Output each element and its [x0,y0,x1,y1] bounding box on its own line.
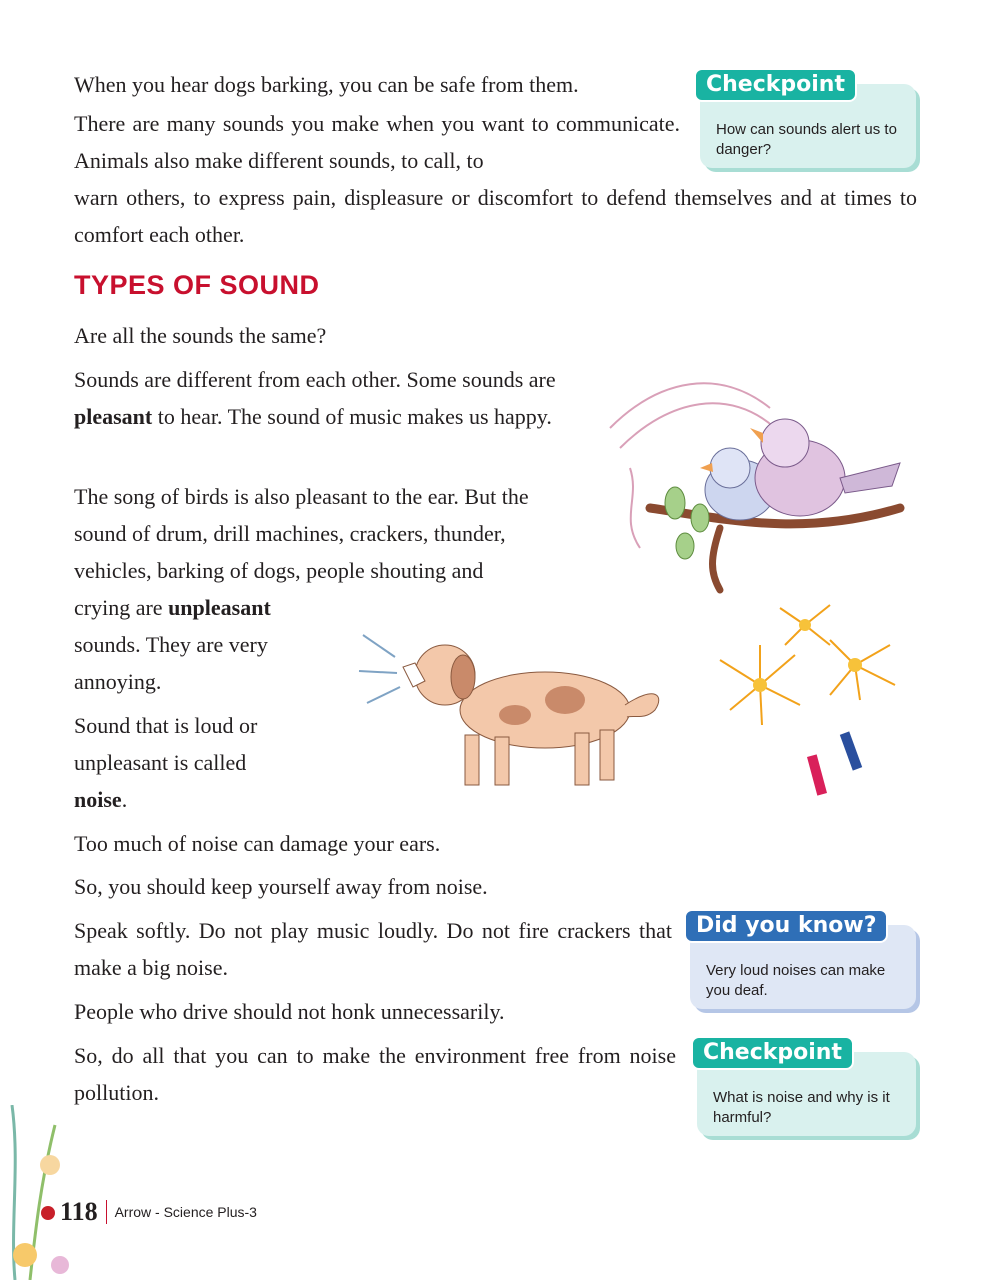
sentence-damage: Too much of noise can damage your ears. [74,831,441,856]
crackers-illustration [700,600,915,800]
singing-birds-illustration [600,368,920,596]
sentence-speak-softly: Speak softly. Do not play music loudly. Do not fire crackers that make a big noise. [74,918,672,980]
sentence-environment: So, do all that you can to make the environment free from noise pollution. [74,1043,676,1105]
floral-decoration [0,1105,80,1280]
checkpoint-question: How can sounds alert us to danger? [716,121,897,158]
intro-line-1: When you hear dogs barking, you can be safe from them. [74,72,579,97]
noise-text-b: . [121,787,128,812]
checkpoint-box-1 [700,72,916,168]
unpleasant-paragraph: The song of birds is also pleasant to the ear. But the sound of drum, drill machines, crackers, thunder, vehicles, barking of dogs, people shouting and [74,484,529,583]
unpleasant-text-b: sounds. They are very annoying. [74,632,268,694]
checkpoint-box-2 [697,1040,916,1136]
pleasant-text-a: Sounds are different from each other. Some sounds are [74,367,556,392]
barking-dog-illustration [355,615,675,805]
checkpoint-tag: Checkpoint [694,68,857,102]
page-footer [60,1197,257,1227]
pleasant-text-b: to hear. The sound of music makes us happy. [152,404,552,429]
book-title: Arrow - Science Plus-3 [114,1204,257,1220]
intro-line-2: There are many sounds you make when you want to communicate. Animals also make different sounds, to call, to [74,111,680,173]
intro-line-3: warn others, to express pain, displeasure or discomfort to defend themselves and at times to comfort each other. [74,185,917,247]
did-you-know-text: Very loud noises can make you deaf. [706,962,886,999]
sentence-honk: People who drive should not honk unnecessarily. [74,999,505,1024]
unpleasant-term: unpleasant [168,595,271,620]
did-you-know-box [690,913,916,1009]
question-line: Are all the sounds the same? [74,323,327,348]
checkpoint-tag-2: Checkpoint [691,1036,854,1070]
footer-divider [106,1200,107,1224]
unpleasant-line [74,589,304,700]
did-you-know-tag: Did you know? [684,909,888,943]
unpleasant-text-a: crying are [74,595,169,620]
checkpoint-question-2: What is noise and why is it harmful? [713,1089,890,1126]
noise-definition [74,707,299,818]
noise-text-a: Sound that is loud or unpleasant is called [74,713,258,775]
pleasant-paragraph [74,361,584,435]
page-number: 118 [60,1197,98,1226]
pleasant-term: pleasant [74,404,153,429]
sentence-away: So, you should keep yourself away from noise. [74,874,488,899]
noise-term: noise [74,787,122,812]
section-heading: TYPES OF SOUND [74,270,320,300]
